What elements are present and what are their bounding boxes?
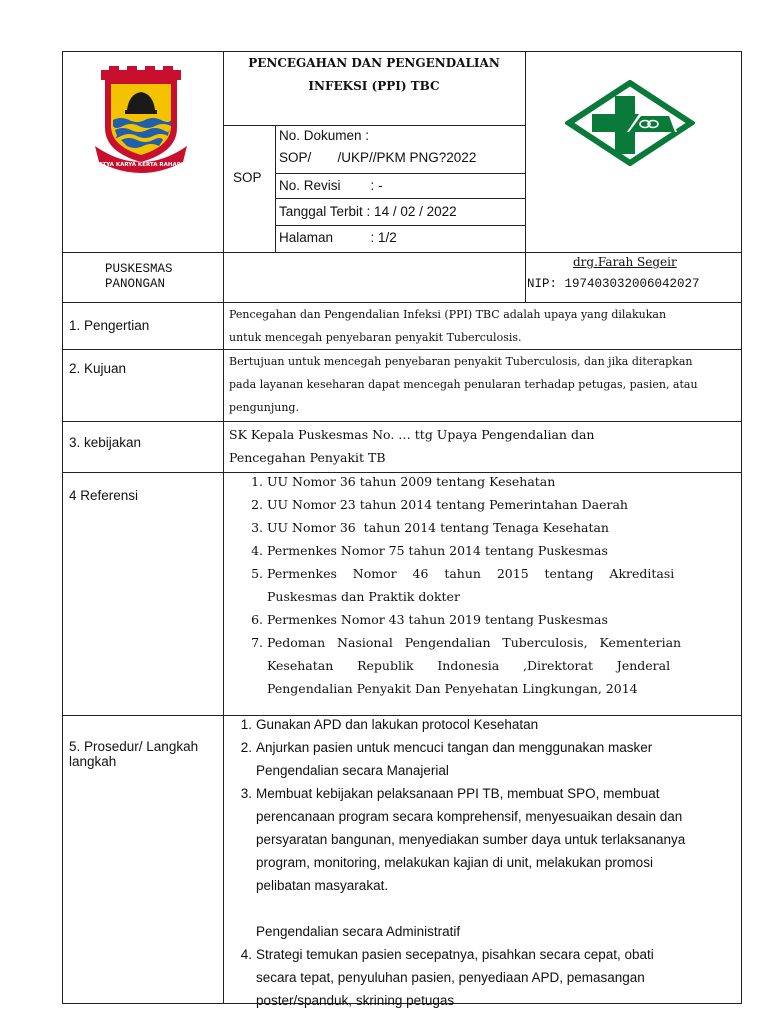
tujuan-line-2: pada layanan keseharan dapat mencegah penularan terhadap petugas, pasien, atau bbox=[229, 378, 698, 391]
referensi-label: 4 Referensi bbox=[69, 488, 139, 503]
puskesmas-line-2: PANONGAN bbox=[105, 277, 166, 291]
title-line-1: PENCEGAHAN DAN PENGENDALIAN bbox=[248, 56, 500, 70]
prosedur-item-4-line-3: poster/spanduk, skrining petugas bbox=[256, 993, 455, 1008]
prosedur-item-1 bbox=[240, 713, 740, 736]
sop-document bbox=[62, 51, 742, 1008]
svg-text:SATYA KARYA KERTA RAHARJA: SATYA KARYA KERTA RAHARJA bbox=[94, 162, 188, 168]
referensi-line: Permenkes Nomor 75 tahun 2014 tentang Puskesmas bbox=[267, 543, 608, 558]
kebijakan-label: 3. kebijakan bbox=[69, 435, 142, 450]
prosedur-label bbox=[69, 739, 198, 769]
prosedur-num-3: 3. bbox=[240, 786, 252, 801]
tujuan-label: 2. Kujuan bbox=[69, 361, 127, 376]
prosedur-item-4-line-1: Strategi temukan pasien secepatnya, pisahkan secara cepat, obati bbox=[256, 947, 654, 962]
prosedur-item-3 bbox=[240, 782, 740, 943]
referensi-num: 1. bbox=[251, 474, 263, 489]
doc-number-label: No. Dokumen : bbox=[279, 128, 370, 143]
prosedur-item-3-line-1: Membuat kebijakan pelaksanaan PPI TB, membuat SPO, membuat bbox=[256, 786, 660, 801]
referensi-num: 7. bbox=[251, 635, 263, 650]
referensi-line: Permenkes Nomor 43 tahun 2019 tentang Puskesmas bbox=[267, 612, 608, 627]
prosedur-num-4: 4. bbox=[240, 947, 252, 962]
prosedur-item-2-line-1: Anjurkan pasien untuk mencuci tangan dan menggunakan masker bbox=[256, 740, 653, 755]
revision-number: No. Revisi : - bbox=[279, 178, 383, 193]
kebijakan-text bbox=[229, 423, 594, 469]
signer-nip: NIP: 197403032006042027 bbox=[527, 277, 700, 291]
referensi-line: Pengendalian Penyakit Dan Penyehatan Lingkungan, 2014 bbox=[267, 681, 638, 696]
prosedur-num-2: 2. bbox=[240, 740, 252, 755]
sop-label: SOP bbox=[233, 170, 262, 185]
prosedur-label-line-1: 5. Prosedur/ Langkah bbox=[69, 739, 199, 754]
regency-crest-icon bbox=[91, 66, 191, 174]
prosedur-item-3-line-5: pelibatan masyarakat. bbox=[256, 878, 389, 893]
pengertian-label: 1. Pengertian bbox=[69, 318, 150, 333]
pengertian-text bbox=[229, 303, 666, 349]
referensi-item bbox=[251, 516, 739, 539]
prosedur-item-2 bbox=[240, 736, 740, 782]
referensi-line: UU Nomor 36 tahun 2009 tentang Kesehatan bbox=[267, 474, 556, 489]
puskesmas-cross-icon bbox=[565, 80, 695, 166]
prosedur-item-2-line-2: Pengendalian secara Manajerial bbox=[256, 763, 449, 778]
referensi-num: 6. bbox=[251, 612, 263, 627]
referensi-line: Kesehatan Republik Indonesia ,Direktorat Jenderal bbox=[267, 658, 671, 673]
prosedur-item-1-text: Gunakan APD dan lakukan protocol Kesehatan bbox=[256, 717, 539, 732]
prosedur-label-line-2: langkah bbox=[69, 754, 117, 769]
referensi-line: Pedoman Nasional Pengendalian Tuberculosis, Kementerian bbox=[267, 635, 682, 650]
referensi-line: UU Nomor 23 tahun 2014 tentang Pemerintahan Daerah bbox=[267, 497, 628, 512]
tujuan-line-3: pengunjung. bbox=[229, 401, 299, 414]
issue-date: Tanggal Terbit : 14 / 02 / 2022 bbox=[279, 204, 457, 219]
page-number: Halaman : 1/2 bbox=[279, 230, 397, 245]
referensi-line: Permenkes Nomor 46 tahun 2015 tentang Akreditasi bbox=[267, 566, 675, 581]
doc-number-value: SOP/ /UKP//PKM PNG?2022 bbox=[279, 150, 477, 165]
pengertian-line-2: untuk mencegah penyebaran penyakit Tuberculosis. bbox=[229, 331, 522, 344]
referensi-list bbox=[251, 470, 739, 700]
puskesmas-line-1: PUSKESMAS bbox=[105, 262, 173, 276]
prosedur-num-1: 1. bbox=[240, 717, 252, 732]
prosedur-item-3-line-2: perencanaan program secara komprehensif, menyesuaikan desain dan bbox=[256, 809, 683, 824]
signer-name: drg.Farah Segeir bbox=[573, 255, 677, 269]
prosedur-item-3-line-4: program, monitoring, melakukan kajian di unit, melakukan promosi bbox=[256, 855, 653, 870]
referensi-line: UU Nomor 36 tahun 2014 tentang Tenaga Kesehatan bbox=[267, 520, 609, 535]
referensi-line: Puskesmas dan Praktik dokter bbox=[267, 589, 460, 604]
referensi-num: 3. bbox=[251, 520, 263, 535]
referensi-item bbox=[251, 470, 739, 493]
prosedur-item-4 bbox=[240, 943, 740, 1012]
admin-heading: Pengendalian secara Administratif bbox=[256, 924, 461, 939]
pengertian-line-1: Pencegahan dan Pengendalian Infeksi (PPI) TBC adalah upaya yang dilakukan bbox=[229, 308, 667, 321]
referensi-item bbox=[251, 562, 739, 608]
title-line-2: INFEKSI (PPI) TBC bbox=[308, 79, 440, 93]
prosedur-list bbox=[240, 713, 740, 1012]
tujuan-text bbox=[229, 350, 698, 419]
kebijakan-line-1: SK Kepala Puskesmas No. … ttg Upaya Pengendalian dan bbox=[229, 427, 595, 442]
referensi-item bbox=[251, 631, 739, 700]
referensi-num: 4. bbox=[251, 543, 263, 558]
prosedur-item-3-line-3: persyaratan bangunan, menyediakan sumber daya untuk terlaksananya bbox=[256, 832, 686, 847]
document-title bbox=[223, 52, 525, 98]
tujuan-line-1: Bertujuan untuk mencegah penyebaran penyakit Tuberculosis, dan jika diterapkan bbox=[229, 355, 693, 368]
referensi-item bbox=[251, 539, 739, 562]
puskesmas-name bbox=[105, 262, 173, 292]
referensi-item bbox=[251, 493, 739, 516]
referensi-num: 5. bbox=[251, 566, 263, 581]
referensi-item bbox=[251, 608, 739, 631]
prosedur-item-4-line-2: secara tepat, penyuluhan pasien, penyediaan APD, pemasangan bbox=[256, 970, 645, 985]
referensi-num: 2. bbox=[251, 497, 263, 512]
kebijakan-line-2: Pencegahan Penyakit TB bbox=[229, 450, 386, 465]
